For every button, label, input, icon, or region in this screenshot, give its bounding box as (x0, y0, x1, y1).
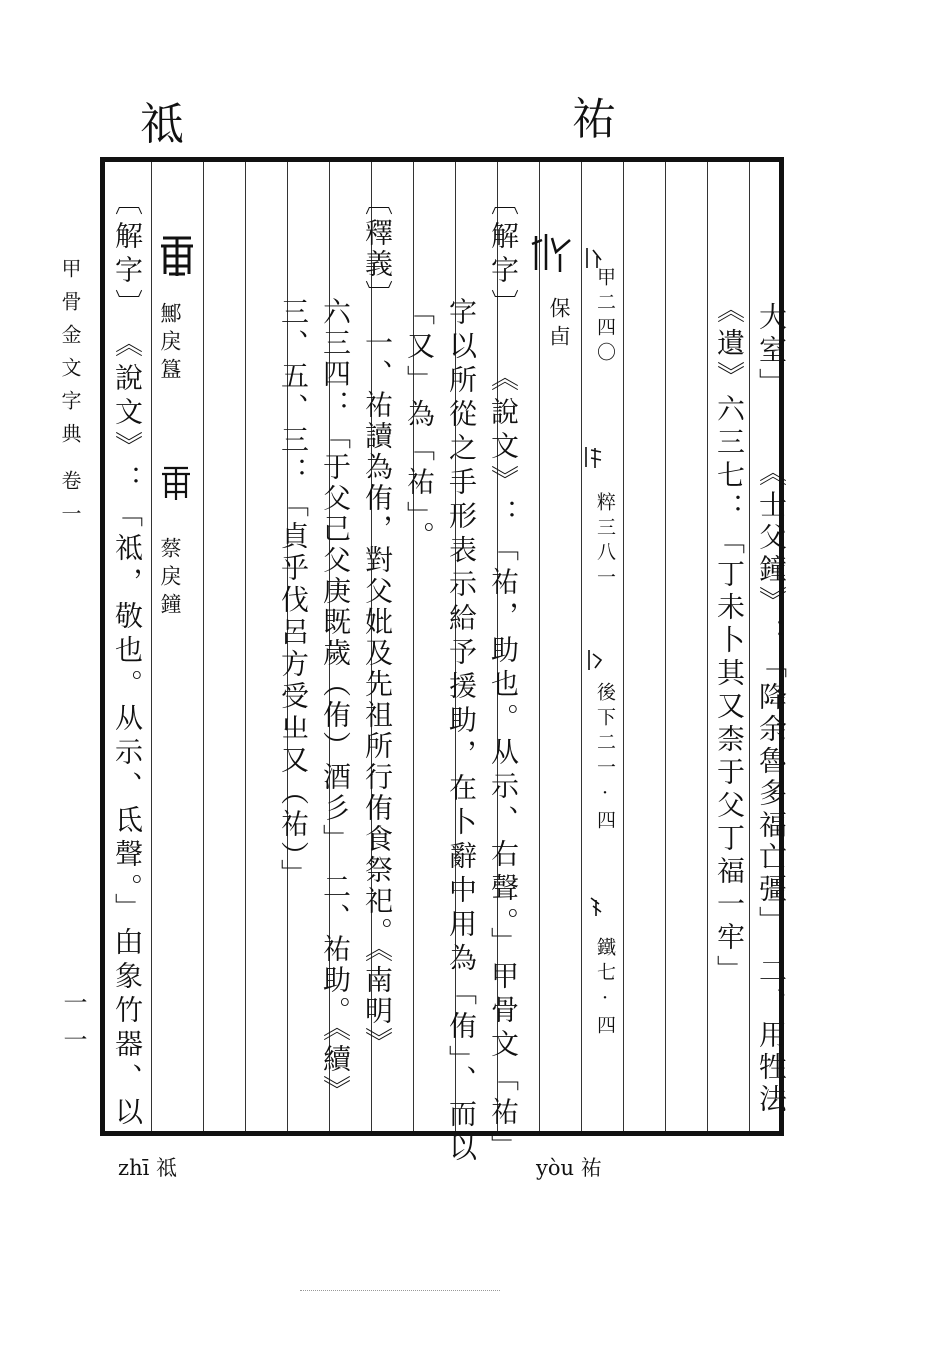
column-rule (665, 162, 666, 1131)
oracle-glyph-small (585, 646, 605, 672)
scan-artifact-dots (300, 1290, 500, 1293)
column-rule (203, 162, 204, 1131)
volume-label: 卷一 (58, 470, 82, 536)
glyph-source: 粹三八一 (594, 492, 616, 592)
footer-pinyin-zhi: zhī 祗 (118, 1156, 177, 1180)
text-column: 三、五、三：「貞乎伐呂方受㞢又（祐）」 (277, 297, 310, 891)
glyph-source: 鐵七·四 (594, 937, 616, 1040)
column-rule (245, 162, 246, 1131)
footer-pinyin-you: yòu 祐 (536, 1156, 602, 1180)
column-rule (623, 162, 624, 1131)
text-column: 「又」為「祐」。 (403, 297, 436, 555)
text-column: 六三四：「于父己父庚既歲（侑）酒彡」 二、祐助。《續》 (319, 297, 352, 1106)
text-column: 字以所從之手形表示給予援助，在卜辭中用為「侑」、而以 (445, 297, 478, 1167)
bronze-glyph-zhi (157, 234, 197, 278)
glyph-source: 後下二一·四 (594, 682, 616, 835)
text-column: 大室」 (755, 302, 788, 401)
oracle-glyph-small (583, 246, 605, 270)
header-seal-zhi: 祗 (140, 99, 184, 150)
oracle-glyph-small (587, 894, 605, 918)
glyph-label: 保卣 (547, 297, 571, 353)
glyph-source: 鄦戾簋 (158, 302, 182, 386)
oracle-glyph-you (530, 230, 576, 276)
text-column: 《士父鐘》：「降余魯多福亡彊」 二、用牲法 (755, 458, 788, 1116)
text-column: 〔解字〕 《說文》：「祗，敬也。从示、氐聲。」甶象竹器、以 (111, 187, 144, 1131)
page-number: 一一 (59, 990, 87, 1064)
column-rule (581, 162, 582, 1131)
column-rule (707, 162, 708, 1131)
column-rule (539, 162, 540, 1131)
header-seal-you: 祐 (572, 94, 616, 145)
text-column: 〔釋義〕 一、祐讀為侑，對父妣及先祖所行侑食祭祀。《南明》 (361, 187, 394, 1058)
column-rule (151, 162, 152, 1131)
oracle-glyph-small (583, 444, 605, 470)
glyph-source: 蔡戾鐘 (158, 537, 182, 621)
bronze-glyph-zhi-2 (159, 464, 193, 502)
text-column: 〔解字〕 《說文》：「祐，助也。从示、右聲。」甲骨文「祐」 (487, 187, 520, 1165)
text-column: 《遺》六三七：「丁未卜其又柰于父丁福一牢」 (713, 295, 746, 988)
text-grid (100, 157, 788, 1167)
column-rule (749, 162, 750, 1131)
glyph-source: 甲二四〇 (594, 267, 616, 367)
book-title: 甲骨金文字典 (58, 258, 82, 456)
